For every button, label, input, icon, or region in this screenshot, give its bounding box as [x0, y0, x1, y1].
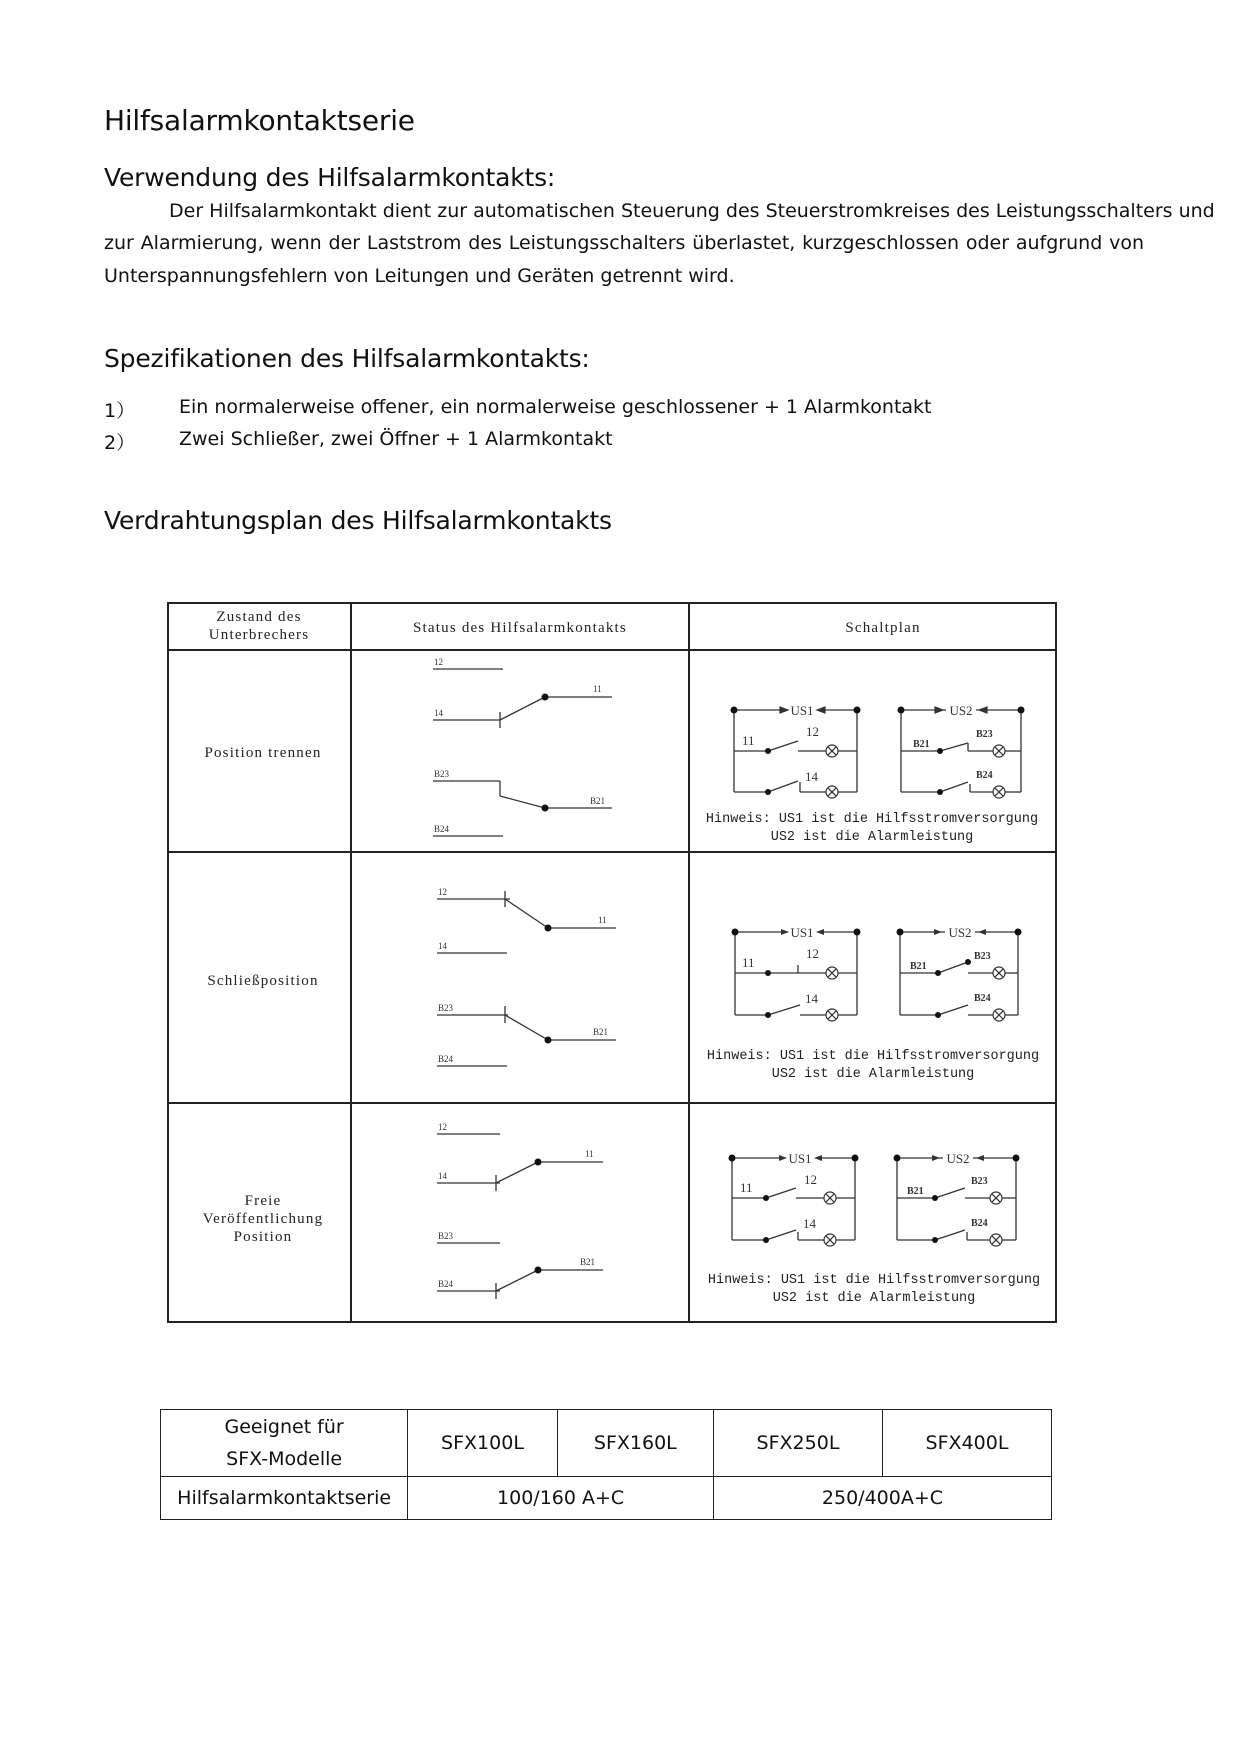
row-2-us2-label: US2: [948, 925, 972, 940]
row-1-lamp-icon: [826, 786, 838, 798]
row-1-note-line-2: US2 ist die Alarmleistung: [770, 830, 974, 845]
row-1-lamp-icon: [826, 745, 838, 757]
column-header-state-line-2: Unterbrechers: [208, 627, 310, 643]
row-2-us2-right-node: [1015, 929, 1022, 936]
row-1-us1-label: US1: [790, 703, 814, 718]
column-header-circuit-diagram: Schaltplan: [845, 620, 921, 636]
row-3-us1-right-node: [852, 1155, 859, 1162]
series-value-large-frame: 250/400A+C: [713, 1477, 1051, 1520]
row-1-terminal-b23-label: B23: [434, 769, 450, 779]
row-1-contact-dot: [542, 694, 549, 701]
model-cell: SFX100L: [408, 1410, 557, 1477]
spec-item-1-text: Ein normalerweise offener, ein normalerweise geschlossener + 1 Alarmkontakt: [179, 396, 932, 418]
row-3-us2-left-arrow: [932, 1155, 940, 1161]
row-2-us2-contact-node: [935, 970, 941, 976]
row-1-lamp-icon: [993, 786, 1005, 798]
row-2-us1-left-node: [732, 929, 739, 936]
row-1-us1-contact-node: [765, 789, 771, 795]
row-3-terminal-11-label: 11: [585, 1149, 594, 1159]
row-2-us2-right-arrow: [978, 929, 986, 935]
column-header-state-line-1: Zustand des: [216, 609, 302, 625]
row-1-us2-contact-node: [937, 789, 943, 795]
model-cell: SFX160L: [557, 1410, 713, 1477]
row-1-us1-right-arrow: [817, 707, 825, 713]
row-1-terminal-b21-label: B21: [590, 796, 606, 806]
row-3-terminal-14-label: 14: [438, 1171, 447, 1181]
row-3-contact-dot: [535, 1159, 542, 1166]
model-cell: SFX250L: [713, 1410, 882, 1477]
row-1-lamp-icon: [993, 745, 1005, 757]
row-3-note-line-1: Hinweis: US1 ist die Hilfsstromversorgung: [707, 1273, 1041, 1288]
row-3-us2-right-node: [1013, 1155, 1020, 1162]
row-2-us1-right-arrow: [816, 929, 824, 935]
row-2-us1-right-node: [854, 929, 861, 936]
row-1-us2-terminal-b24-label: B24: [976, 770, 993, 781]
row-2-note-line-2: US2 ist die Alarmleistung: [771, 1067, 975, 1082]
row-3-lamp-icon: [824, 1192, 836, 1204]
row-1-us1-terminal-12-label: 12: [806, 724, 819, 739]
row-2-terminal-b24-label: B24: [438, 1054, 454, 1064]
series-value-small-frame: 100/160 A+C: [408, 1477, 714, 1520]
row-3-contact-status: [437, 1134, 603, 1299]
row-3-us1-label: US1: [788, 1151, 812, 1166]
row-2-us2-left-arrow: [934, 929, 942, 935]
row-1-us2-contact-node: [937, 748, 943, 754]
row-3-us1-right-arrow: [814, 1155, 822, 1161]
row-2-alarm-contact-dot: [545, 1037, 552, 1044]
row-2-state-label: Schließposition: [207, 973, 319, 989]
row-1-us2-right-arrow: [979, 707, 987, 713]
row-1-us2-left-arrow: [935, 707, 943, 713]
row-3-lamp-icon: [824, 1234, 836, 1246]
row-3-alarm-contact-dot: [535, 1267, 542, 1274]
row-1-us1-contact-node: [765, 748, 771, 754]
row-2-us1-contact-node: [765, 970, 771, 976]
row-1-us1-terminal-14-label: 14: [805, 769, 818, 784]
row-2-us1-left-arrow: [781, 929, 789, 935]
row-3-terminal-b24-label: B24: [438, 1279, 454, 1289]
row-3-us2-label: US2: [946, 1151, 970, 1166]
row-2-us2-contact-node: [965, 959, 971, 965]
row-1-us2-terminal-b23-label: B23: [976, 729, 993, 740]
models-table: [160, 1409, 1052, 1520]
row-3-us2-terminal-b24-label: B24: [971, 1218, 988, 1229]
row-3-lamp-icon: [990, 1192, 1002, 1204]
row-2-terminal-14-label: 14: [438, 941, 447, 951]
specs-heading: Spezifikationen des Hilfsalarmkontakts:: [104, 344, 590, 373]
suitable-models-label-line-1: Geeignet für: [224, 1416, 344, 1438]
row-3-us1-terminal-12-label: 12: [804, 1172, 817, 1187]
row-2-contact-status: [437, 891, 616, 1066]
row-1-us2-label: US2: [949, 703, 973, 718]
column-header-contact-status: Status des Hilfsalarmkontakts: [413, 620, 627, 636]
row-3-state-label-line-2: Veröffentlichung: [202, 1211, 324, 1227]
model-cell: SFX400L: [882, 1410, 1051, 1477]
row-3-note-line-2: US2 ist die Alarmleistung: [772, 1291, 976, 1306]
row-3-us2-terminal-b21-label: B21: [907, 1186, 924, 1197]
row-3-terminal-b21-label: B21: [580, 1257, 596, 1267]
page-title: Hilfsalarmkontaktserie: [104, 104, 415, 137]
row-2-note-line-1: Hinweis: US1 ist die Hilfsstromversorgung: [706, 1049, 1040, 1064]
row-3-us2-terminal-b23-label: B23: [971, 1176, 988, 1187]
row-2-us1-terminal-14-label: 14: [805, 991, 818, 1006]
row-2-terminal-11-label: 11: [598, 915, 607, 925]
row-3-lamp-icon: [990, 1234, 1002, 1246]
row-3-us1-left-node: [729, 1155, 736, 1162]
usage-paragraph-line-1: Der Hilfsalarmkontakt dient zur automatischen Steuerung des Steuerstromkreises des Leistungsschalters und: [169, 200, 1215, 222]
usage-heading: Verwendung des Hilfsalarmkontakts:: [104, 163, 556, 192]
row-3-us1-contact-node: [763, 1237, 769, 1243]
row-1-us1-left-node: [731, 707, 738, 714]
row-3-us1-contact-node: [763, 1195, 769, 1201]
row-2-us2-contact-node: [935, 1012, 941, 1018]
suitable-models-label-line-2: SFX-Modelle: [226, 1448, 343, 1470]
suitable-models-label: [161, 1410, 408, 1477]
row-3-us2-contact-node: [932, 1237, 938, 1243]
row-3-state-label-line-3: Position: [233, 1229, 293, 1245]
row-1-us2-terminal-b21-label: B21: [913, 739, 930, 750]
row-2-us2-terminal-b24-label: B24: [974, 993, 991, 1004]
row-1-terminal-b24-label: B24: [434, 824, 450, 834]
row-2-us2-left-node: [897, 929, 904, 936]
row-2-us1-terminal-12-label: 12: [806, 946, 819, 961]
row-2-terminal-b21-label: B21: [593, 1027, 609, 1037]
row-1-terminal-12-label: 12: [434, 657, 443, 667]
row-1-note-line-1: Hinweis: US1 ist die Hilfsstromversorgung: [705, 812, 1039, 827]
row-3-us2-right-arrow: [976, 1155, 984, 1161]
row-1-state-label: Position trennen: [204, 745, 322, 761]
row-3-us1-terminal-11-label: 11: [740, 1180, 753, 1195]
row-2-terminal-b23-label: B23: [438, 1003, 454, 1013]
row-1-us2-left-node: [898, 707, 905, 714]
row-2-us1-terminal-11-label: 11: [742, 955, 755, 970]
row-2-contact-dot: [545, 925, 552, 932]
row-2-us1-label: US1: [790, 925, 814, 940]
row-2-terminal-12-label: 12: [438, 887, 447, 897]
wiring-heading: Verdrahtungsplan des Hilfsalarmkontakts: [104, 506, 612, 535]
row-3-us1-terminal-14-label: 14: [803, 1216, 816, 1231]
spec-item-1-number: 1）: [104, 400, 136, 422]
row-2-us1-contact-node: [765, 1012, 771, 1018]
row-1-us1-terminal-11-label: 11: [742, 733, 755, 748]
row-2-lamp-icon: [993, 967, 1005, 979]
row-2-lamp-icon: [826, 1009, 838, 1021]
usage-paragraph-line-3: Unterspannungsfehlern von Leitungen und Geräten getrennt wird.: [104, 265, 735, 287]
row-3-us2-left-node: [894, 1155, 901, 1162]
series-label: Hilfsalarmkontaktserie: [161, 1477, 408, 1520]
row-2-us2-terminal-b23-label: B23: [974, 951, 991, 962]
row-1-terminal-14-label: 14: [434, 708, 443, 718]
row-3-state-label-line-1: Freie: [244, 1193, 282, 1209]
spec-item-2-number: 2）: [104, 432, 136, 454]
row-3-terminal-12-label: 12: [438, 1122, 447, 1132]
usage-paragraph-line-2: zur Alarmierung, wenn der Laststrom des Leistungsschalters überlastet, kurzgeschlossen oder aufgrund von: [104, 232, 1144, 254]
row-2-lamp-icon: [993, 1009, 1005, 1021]
row-1-us1-right-node: [854, 707, 861, 714]
row-1-us2-right-node: [1018, 707, 1025, 714]
row-1-us1-left-arrow: [780, 707, 788, 713]
row-1-contact-status: [433, 669, 612, 836]
row-3-us1-left-arrow: [779, 1155, 787, 1161]
row-1-terminal-11-label: 11: [593, 684, 602, 694]
row-1-alarm-contact-dot: [542, 805, 549, 812]
row-2-us2-terminal-b21-label: B21: [910, 961, 927, 972]
row-2-lamp-icon: [826, 967, 838, 979]
spec-item-2-text: Zwei Schließer, zwei Öffner + 1 Alarmkontakt: [179, 428, 613, 450]
row-3-terminal-b23-label: B23: [438, 1231, 454, 1241]
row-3-us2-contact-node: [932, 1195, 938, 1201]
